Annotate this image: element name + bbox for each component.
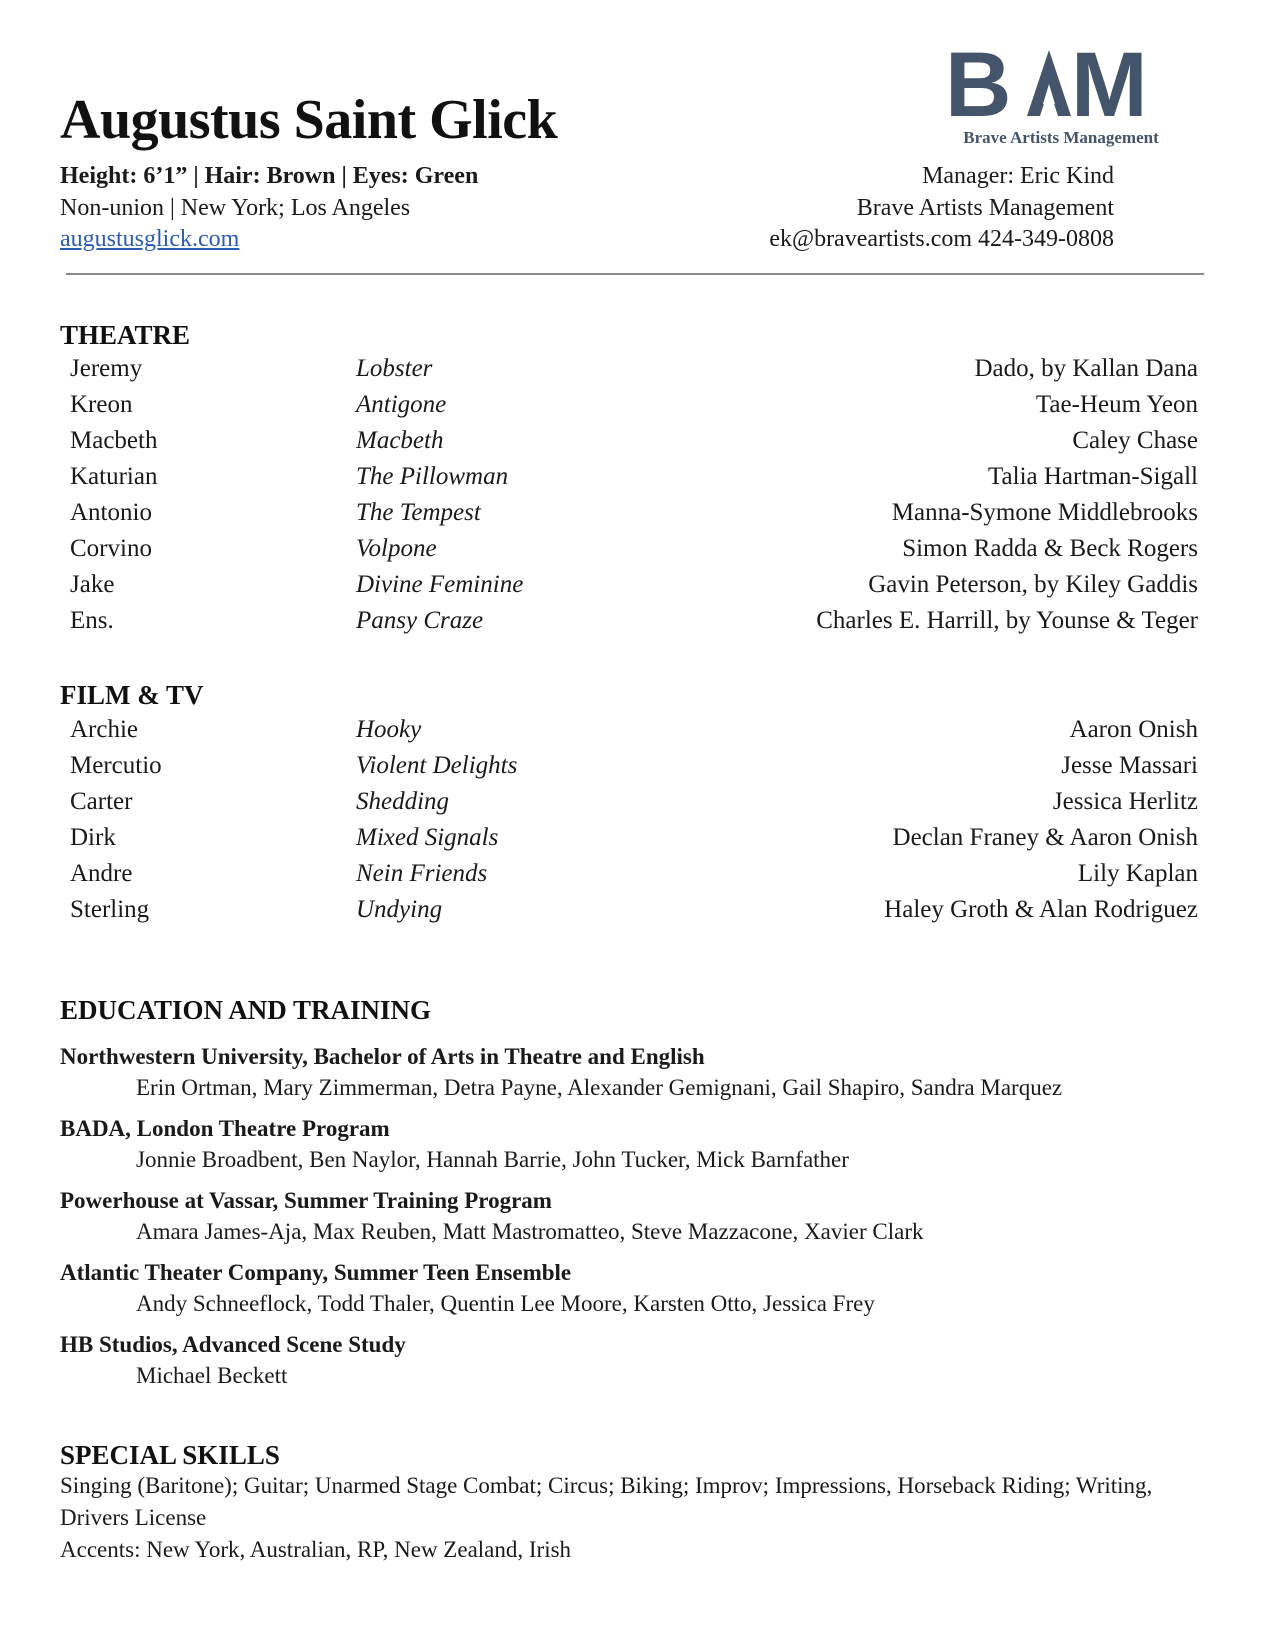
school-teachers: Erin Ortman, Mary Zimmerman, Detra Payne, Alexander Gemignani, Gail Shapiro, Sandra Marquez — [136, 1075, 1063, 1100]
credit-director: Caley Chase — [1072, 427, 1198, 454]
credit-title: Divine Feminine — [356, 571, 524, 598]
credit-title: Mixed Signals — [356, 824, 499, 851]
manager-contact: ek@braveartists.com 424-349-0808 — [769, 226, 1114, 252]
school-teachers: Jonnie Broadbent, Ben Naylor, Hannah Barrie, John Tucker, Mick Barnfather — [136, 1147, 849, 1172]
credit-title: Hooky — [356, 716, 422, 743]
credit-title: Volpone — [356, 535, 437, 562]
credit-row — [0, 464, 1275, 494]
credit-role: Kreon — [70, 391, 133, 418]
credit-row — [0, 825, 1275, 855]
credit-row — [0, 572, 1275, 602]
logo-caption: Brave Artists Management — [963, 128, 1159, 147]
credit-role: Archie — [70, 716, 139, 743]
manager-name: Manager: Eric Kind — [922, 163, 1114, 189]
credit-row — [0, 356, 1275, 386]
credit-role: Andre — [70, 860, 133, 887]
credit-director: Talia Hartman-Sigall — [988, 463, 1198, 490]
credit-director: Charles E. Harrill, by Younse & Teger — [816, 607, 1198, 634]
actor-name: Augustus Saint Glick — [60, 89, 558, 151]
credit-director: Dado, by Kallan Dana — [974, 355, 1198, 382]
school-name: Powerhouse at Vassar, Summer Training Program — [60, 1188, 552, 1213]
credit-role: Ens. — [70, 607, 114, 634]
credit-title: The Pillowman — [356, 463, 509, 490]
credit-director: Jessica Herlitz — [1052, 788, 1198, 815]
credit-title: Pansy Craze — [356, 607, 484, 634]
credit-row — [0, 753, 1275, 783]
school-teachers: Andy Schneeflock, Todd Thaler, Quentin Lee Moore, Karsten Otto, Jessica Frey — [136, 1291, 875, 1316]
credit-title: Lobster — [356, 355, 433, 382]
credit-title: Violent Delights — [356, 752, 518, 779]
credit-role: Jake — [70, 571, 115, 598]
school-name: Atlantic Theater Company, Summer Teen Ensemble — [60, 1260, 572, 1285]
credit-row — [0, 608, 1275, 638]
website-link[interactable]: augustusglick.com — [60, 226, 240, 252]
credit-row — [0, 861, 1275, 891]
credit-role: Macbeth — [70, 427, 158, 454]
credit-row — [0, 500, 1275, 530]
credit-role: Carter — [70, 788, 133, 815]
school-teachers: Michael Beckett — [136, 1363, 288, 1388]
education-heading: EDUCATION AND TRAINING — [60, 995, 432, 1025]
logo-a-triangle — [1027, 50, 1071, 116]
school-name: Northwestern University, Bachelor of Arts in Theatre and English — [60, 1044, 705, 1069]
credit-director: Declan Franey & Aaron Onish — [892, 824, 1198, 851]
credit-director: Gavin Peterson, by Kiley Gaddis — [868, 571, 1198, 598]
credit-row — [0, 897, 1275, 927]
logo-letter-m: M — [1071, 44, 1148, 124]
credit-title: Antigone — [356, 391, 447, 418]
theatre-heading: THEATRE — [60, 320, 191, 350]
credit-role: Dirk — [70, 824, 116, 851]
credit-role: Mercutio — [70, 752, 162, 779]
accents-list: Accents: New York, Australian, RP, New Zealand, Irish — [60, 1537, 572, 1562]
manager-company: Brave Artists Management — [856, 195, 1114, 221]
credit-director: Haley Groth & Alan Rodriguez — [884, 896, 1198, 923]
credit-role: Corvino — [70, 535, 152, 562]
credit-row — [0, 717, 1275, 747]
credit-director: Tae-Heum Yeon — [1035, 391, 1198, 418]
credit-role: Antonio — [70, 499, 152, 526]
credit-title: Nein Friends — [356, 860, 488, 887]
credit-director: Lily Kaplan — [1077, 860, 1198, 887]
credit-row — [0, 392, 1275, 422]
credit-row — [0, 536, 1275, 566]
actor-stats: Height: 6’1” | Hair: Brown | Eyes: Green — [60, 163, 479, 189]
credit-row — [0, 789, 1275, 819]
school-name: BADA, London Theatre Program — [60, 1116, 390, 1141]
credit-director: Simon Radda & Beck Rogers — [902, 535, 1198, 562]
bam-logo-mark — [945, 44, 1177, 124]
special-skills-text — [60, 1470, 1220, 1566]
school-teachers: Amara James-Aja, Max Reuben, Matt Mastromatteo, Steve Mazzacone, Xavier Clark — [136, 1219, 924, 1244]
credit-title: Macbeth — [356, 427, 444, 454]
school-name: HB Studios, Advanced Scene Study — [60, 1332, 406, 1357]
union-location: Non-union | New York; Los Angeles — [60, 195, 411, 221]
header-divider — [66, 273, 1204, 275]
credit-title: The Tempest — [356, 499, 481, 526]
credit-title: Shedding — [356, 788, 450, 815]
special-skills-heading: SPECIAL SKILLS — [60, 1440, 280, 1470]
credit-role: Sterling — [70, 896, 150, 923]
credit-role: Katurian — [70, 463, 158, 490]
credit-title: Undying — [356, 896, 443, 923]
skills-list: Singing (Baritone); Guitar; Unarmed Stage Combat; Circus; Biking; Improv; Impressions, Horseback Riding; Writing, Drivers License — [60, 1473, 1153, 1530]
credit-row — [0, 428, 1275, 458]
credit-director: Manna-Symone Middlebrooks — [891, 499, 1198, 526]
logo-letter-b: B — [945, 44, 1012, 124]
film-tv-heading: FILM & TV — [60, 680, 204, 710]
credit-director: Aaron Onish — [1069, 716, 1198, 743]
credit-role: Jeremy — [70, 355, 143, 382]
credit-director: Jesse Massari — [1061, 752, 1198, 779]
